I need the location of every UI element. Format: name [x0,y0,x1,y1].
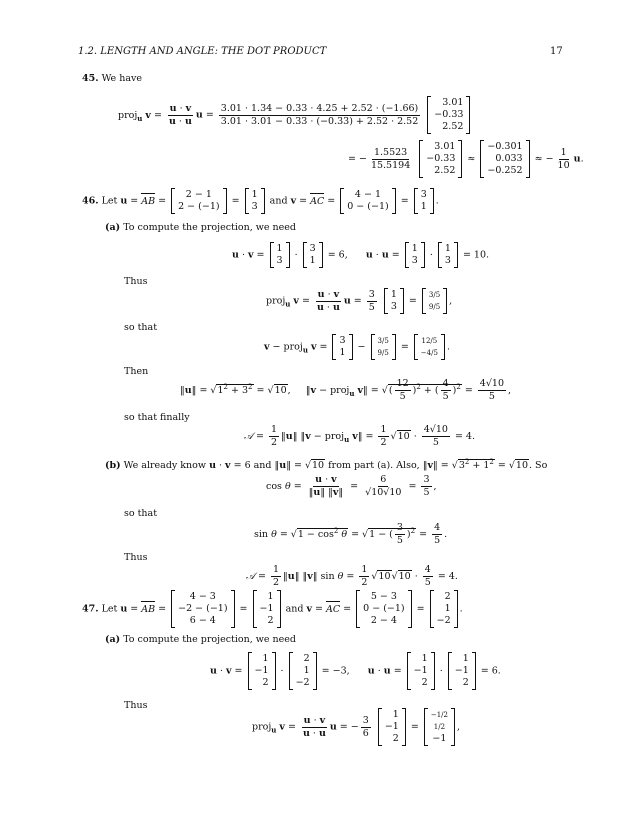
text-thus: Thus [124,276,148,287]
equation-46a-dot: u · v = 1 3 · 3 1 = 6, u · u = 1 3 · 1 3 = 10. [232,243,490,266]
equation-46b-area: 𝒜 = $\frac{1}{2}$ ‖u‖ ‖v‖ sin θ = $\frac{1}{2}$ √10√10 · $\frac{4}{5}$ = 4. [246,564,458,588]
equation-46a-proj: proj$_u$ v = $\frac{u \cdot v}{u \cdot u}$ u = $\frac{3}{5}$ 1 3 = 3/5 9/5 , [266,288,453,313]
equation-46a-area: 𝒜 = $\frac{1}{2}$ ‖u‖ ‖v − proj$_u$ v‖ = $\frac{1}{2}$ √10 · $\frac{4√10}{5}$ = 4. [244,424,476,448]
problem-number: 46. [82,195,99,207]
equation-46a-norms: ‖u‖ = $√1^2 + 3^2 = √10$, ‖v − proj$_u$ v‖ = √( $\frac{12}{5}$ )$^2$ + ( $\frac{4}{5}$ )$^2$ = $\frac{4√10}{5}$ , [180,378,512,402]
text-so-that-2: so that [124,508,158,519]
equation-45-line2: = − $\frac{1.5523}{15.5194}$ 3.01 −0.33 2.52 ≈ −0.301 0.033 −0.252 ≈ − $\frac{1}{10}$ u. [348,141,584,176]
problem-number: 45. [82,73,99,84]
part-47a-intro: (a) To compute the projection, we need [105,634,296,645]
equation-46b-cos: cos θ = $\frac{u \cdot v}{‖u‖ ‖v‖}$ = $\frac{6}{√10√10}$ = $\frac{3}{5}$ , [266,474,437,498]
problem-number: 47. [82,603,99,615]
equation-46b-sin: $\sin \theta = √1 - \cos^2 \theta = √1$ − ( $\frac{3}{5}$ )$^2$ = $\frac{4}{5}$ . [254,522,448,546]
part-46a-intro: (a) To compute the projection, we need [105,222,296,233]
equation-45-line1: proj$_u$ v = $\frac{u \cdot v}{u \cdot u}$ u = $\frac{3.01 \cdot 1.34 - 0.33 \cdot 4.25 + 2.52 \cdot (-1.66)}{3.01 \cdot 3.01 - 0.33 \cdot (-0.33) + 2.52 \cdot 2.52}$ 3.01 −0.33 2.52 [118,96,472,134]
problem-47-heading: 47. Let u = AB = 4 − 3 −2 − (−1) 6 − 4 = 1 −1 2 and v = AC = 5 − 3 0 − (−1) 2 − 4 = 2 1 −2 . [82,591,463,626]
text-so-that: so that [124,322,158,333]
text-so-that-finally: so that finally [124,412,190,423]
equation-47a-dot: u · v = 1 −1 2 · 2 1 −2 = −3, u · u = 1 −1 2 · 1 −1 2 = 6. [210,653,501,688]
text-then: Then [124,366,149,377]
problem-intro: We have [101,73,142,84]
equation-46a-diff: v − proj$_u$ v = 3 1 − 3/5 9/5 = 12/5 −4/5 . [264,335,450,358]
equation-47a-proj: proj$_u$ v = $\frac{u \cdot v}{u \cdot u}$ u = − $\frac{3}{6}$ 1 −1 2 = −1/2 1/2 −1 , [252,709,461,744]
page-number: 17 [550,46,563,57]
running-header: 1.2. LENGTH AND ANGLE: THE DOT PRODUCT [78,46,327,57]
problem-46-heading: 46. Let u = AB = 2 − 1 2 − (−1) = 1 3 and v = AC = 4 − 1 0 − (−1) = 3 1 . [82,189,439,212]
text-thus-2: Thus [124,552,148,563]
part-46b-intro: (b) We already know u · v = 6 and ‖u‖ = √10 from part (a). Also, ‖v‖ = $√3^2 + 1^2 = √10$. So [105,458,548,472]
problem-45-heading [82,73,142,84]
text-thus-3: Thus [124,700,148,711]
